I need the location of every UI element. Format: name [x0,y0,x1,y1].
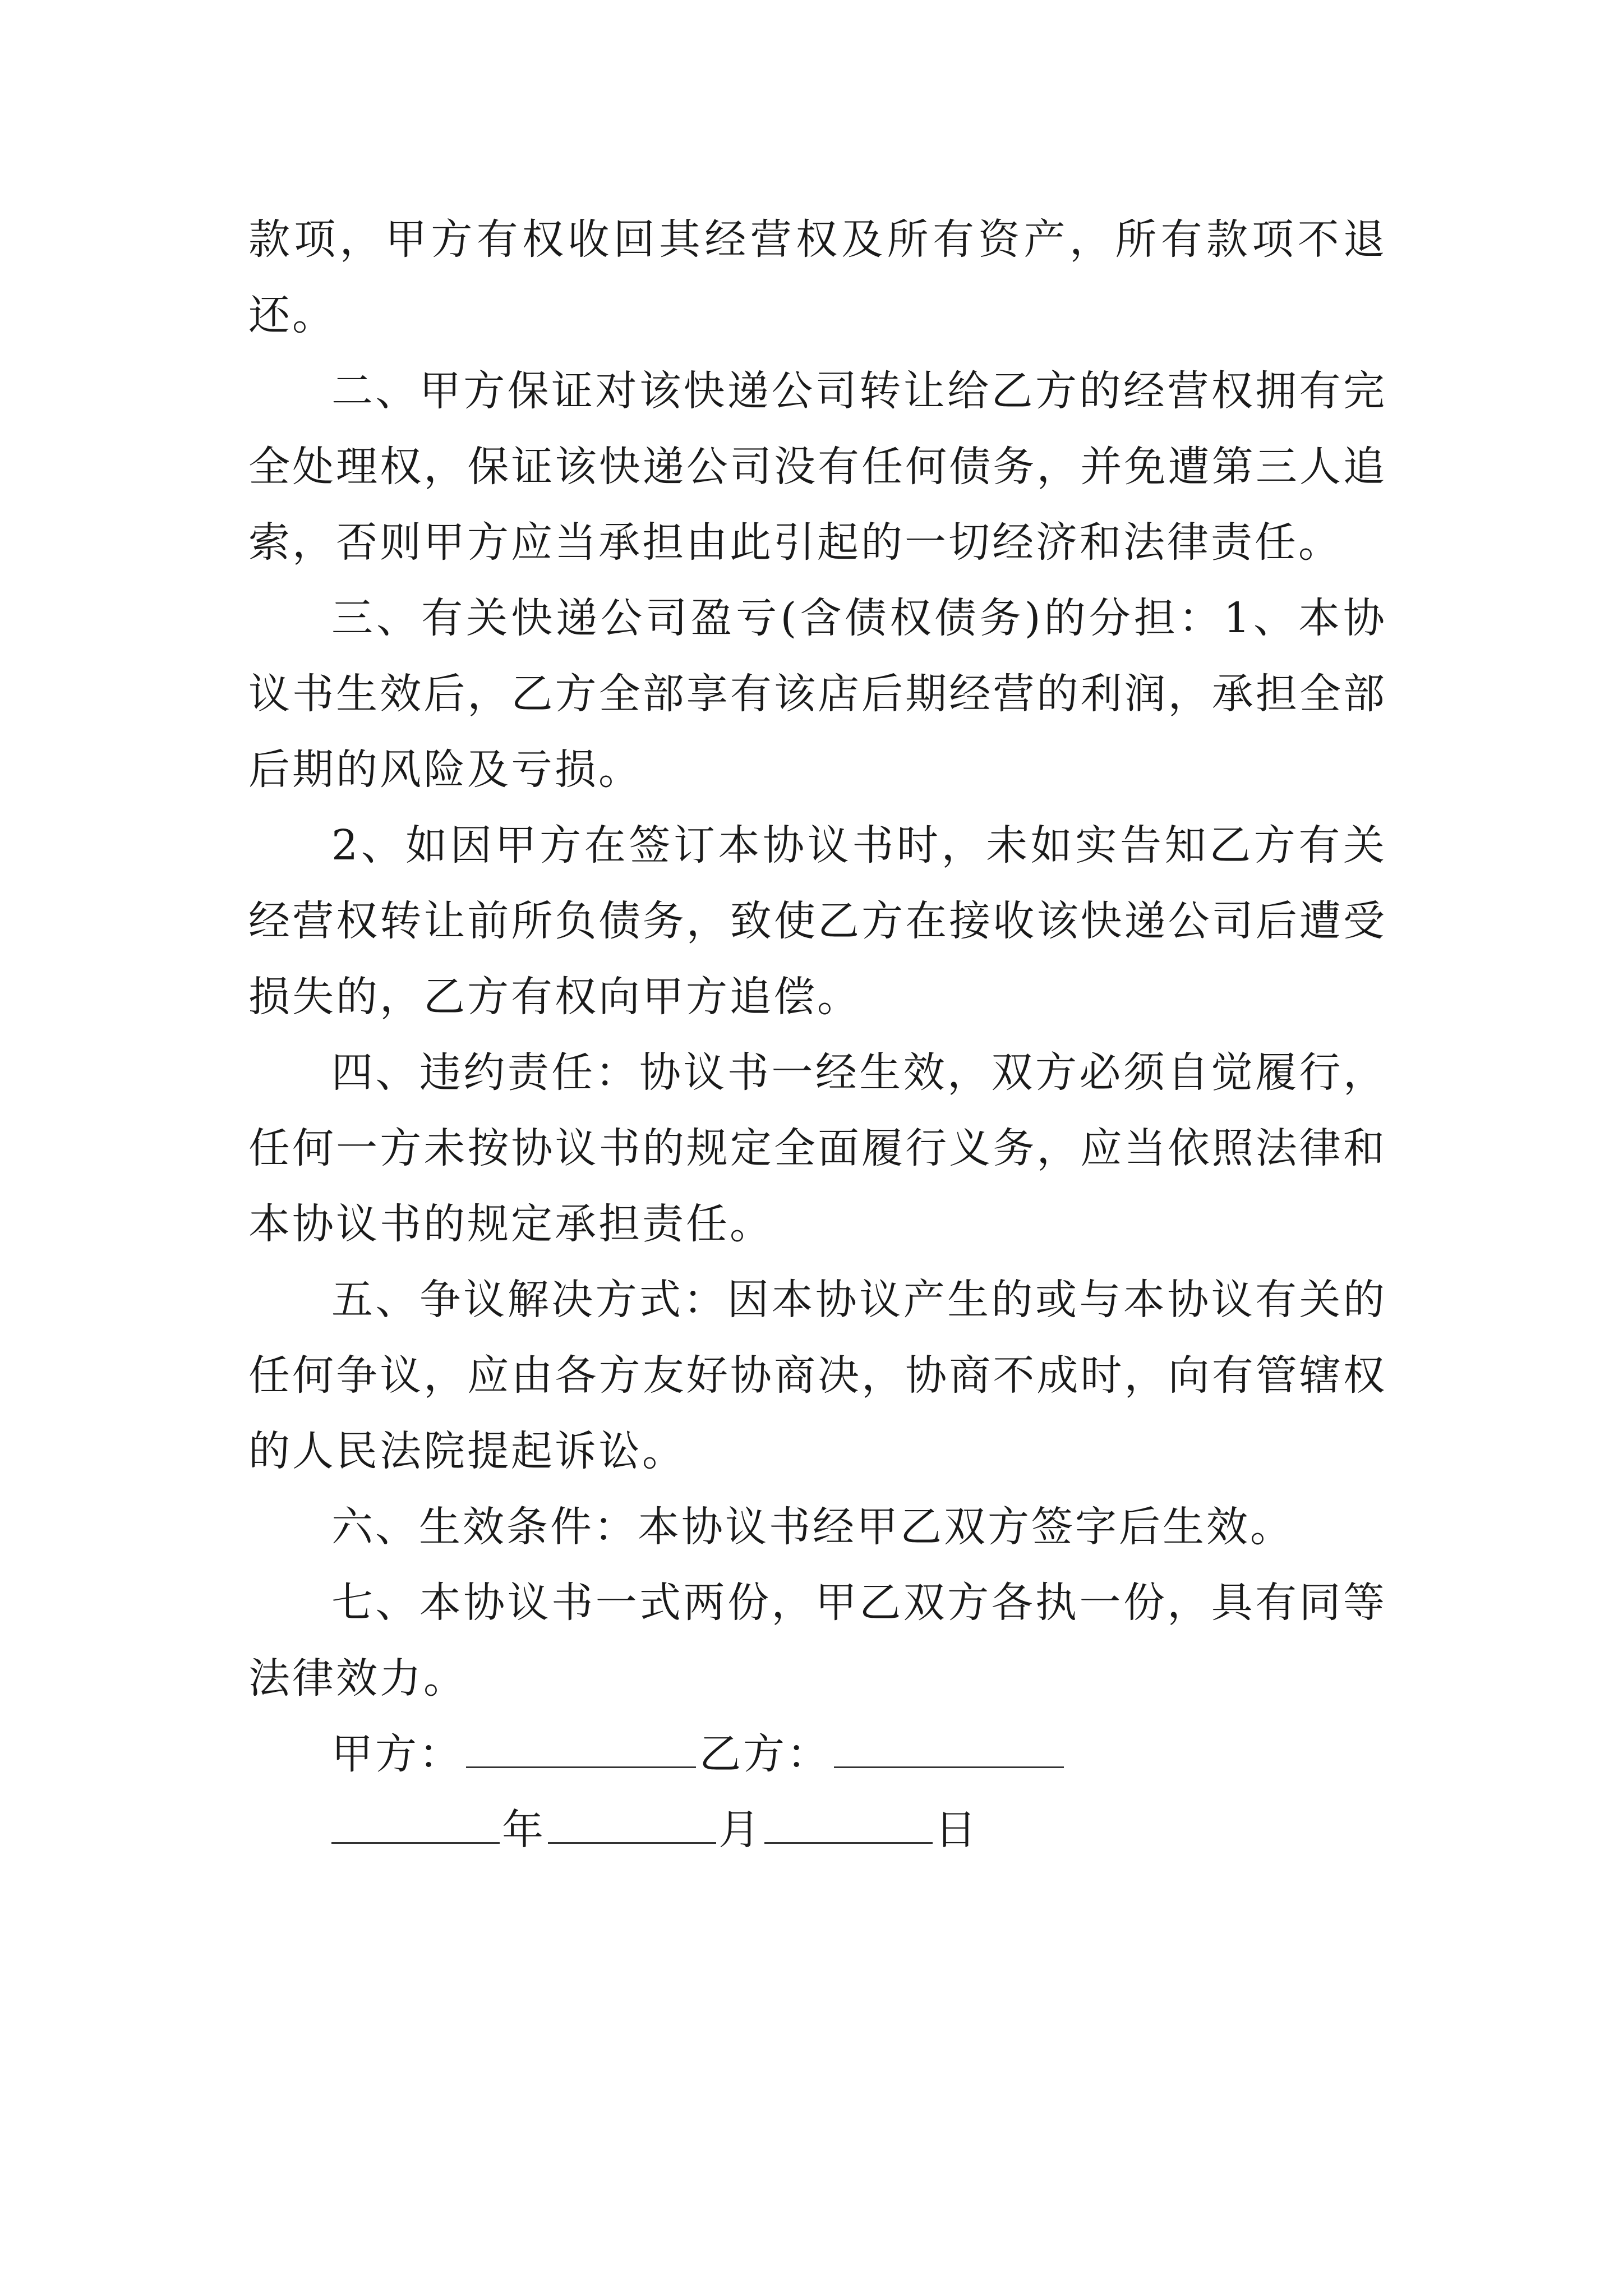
month-blank [548,1803,716,1844]
paragraph-continuation: 款项，甲方有权收回其经营权及所有资产，所有款项不退还。 [248,215,1387,339]
document-body [248,202,1387,1868]
party-a-blank [466,1727,696,1768]
year-label: 年 [502,1806,546,1854]
party-a-label: 甲方： [331,1730,463,1778]
clause-3: 三、有关快递公司盈亏(含债权债务)的分担：1、本协议书生效后，乙方全部享有该店后期经营的利润，承担全部后期的风险及亏损。 [248,594,1387,794]
clause-5: 五、争议解决方式：因本协议产生的或与本协议有关的任何争议，应由各方友好协商决，协商不成时，向有管辖权的人民法院提起诉讼。 [248,1276,1387,1475]
month-label: 月 [718,1806,762,1854]
clause-2: 二、甲方保证对该快递公司转让给乙方的经营权拥有完全处理权，保证该快递公司没有任何债务，并免遭第三人追索，否则甲方应当承担由此引起的一切经济和法律责任。 [248,367,1387,567]
day-label: 日 [935,1806,979,1854]
date-line [248,1792,1387,1868]
party-b-blank [834,1727,1064,1768]
clause-3-item-2: 2、如因甲方在签订本协议书时，未如实告知乙方有关经营权转让前所负债务，致使乙方在接收该快递公司后遭受损失的，乙方有权向甲方追偿。 [248,821,1387,1021]
party-b-label: 乙方： [699,1730,831,1778]
clause-6: 六、生效条件：本协议书经甲乙双方签字后生效。 [331,1503,1294,1551]
day-blank [764,1803,933,1844]
signature-line [248,1717,1387,1792]
year-blank [331,1803,500,1844]
clause-4: 四、违约责任：协议书一经生效，双方必须自觉履行，任何一方未按协议书的规定全面履行义务，应当依照法律和本协议书的规定承担责任。 [248,1048,1387,1248]
clause-7: 七、本协议书一式两份，甲乙双方各执一份，具有同等法律效力。 [248,1579,1387,1703]
